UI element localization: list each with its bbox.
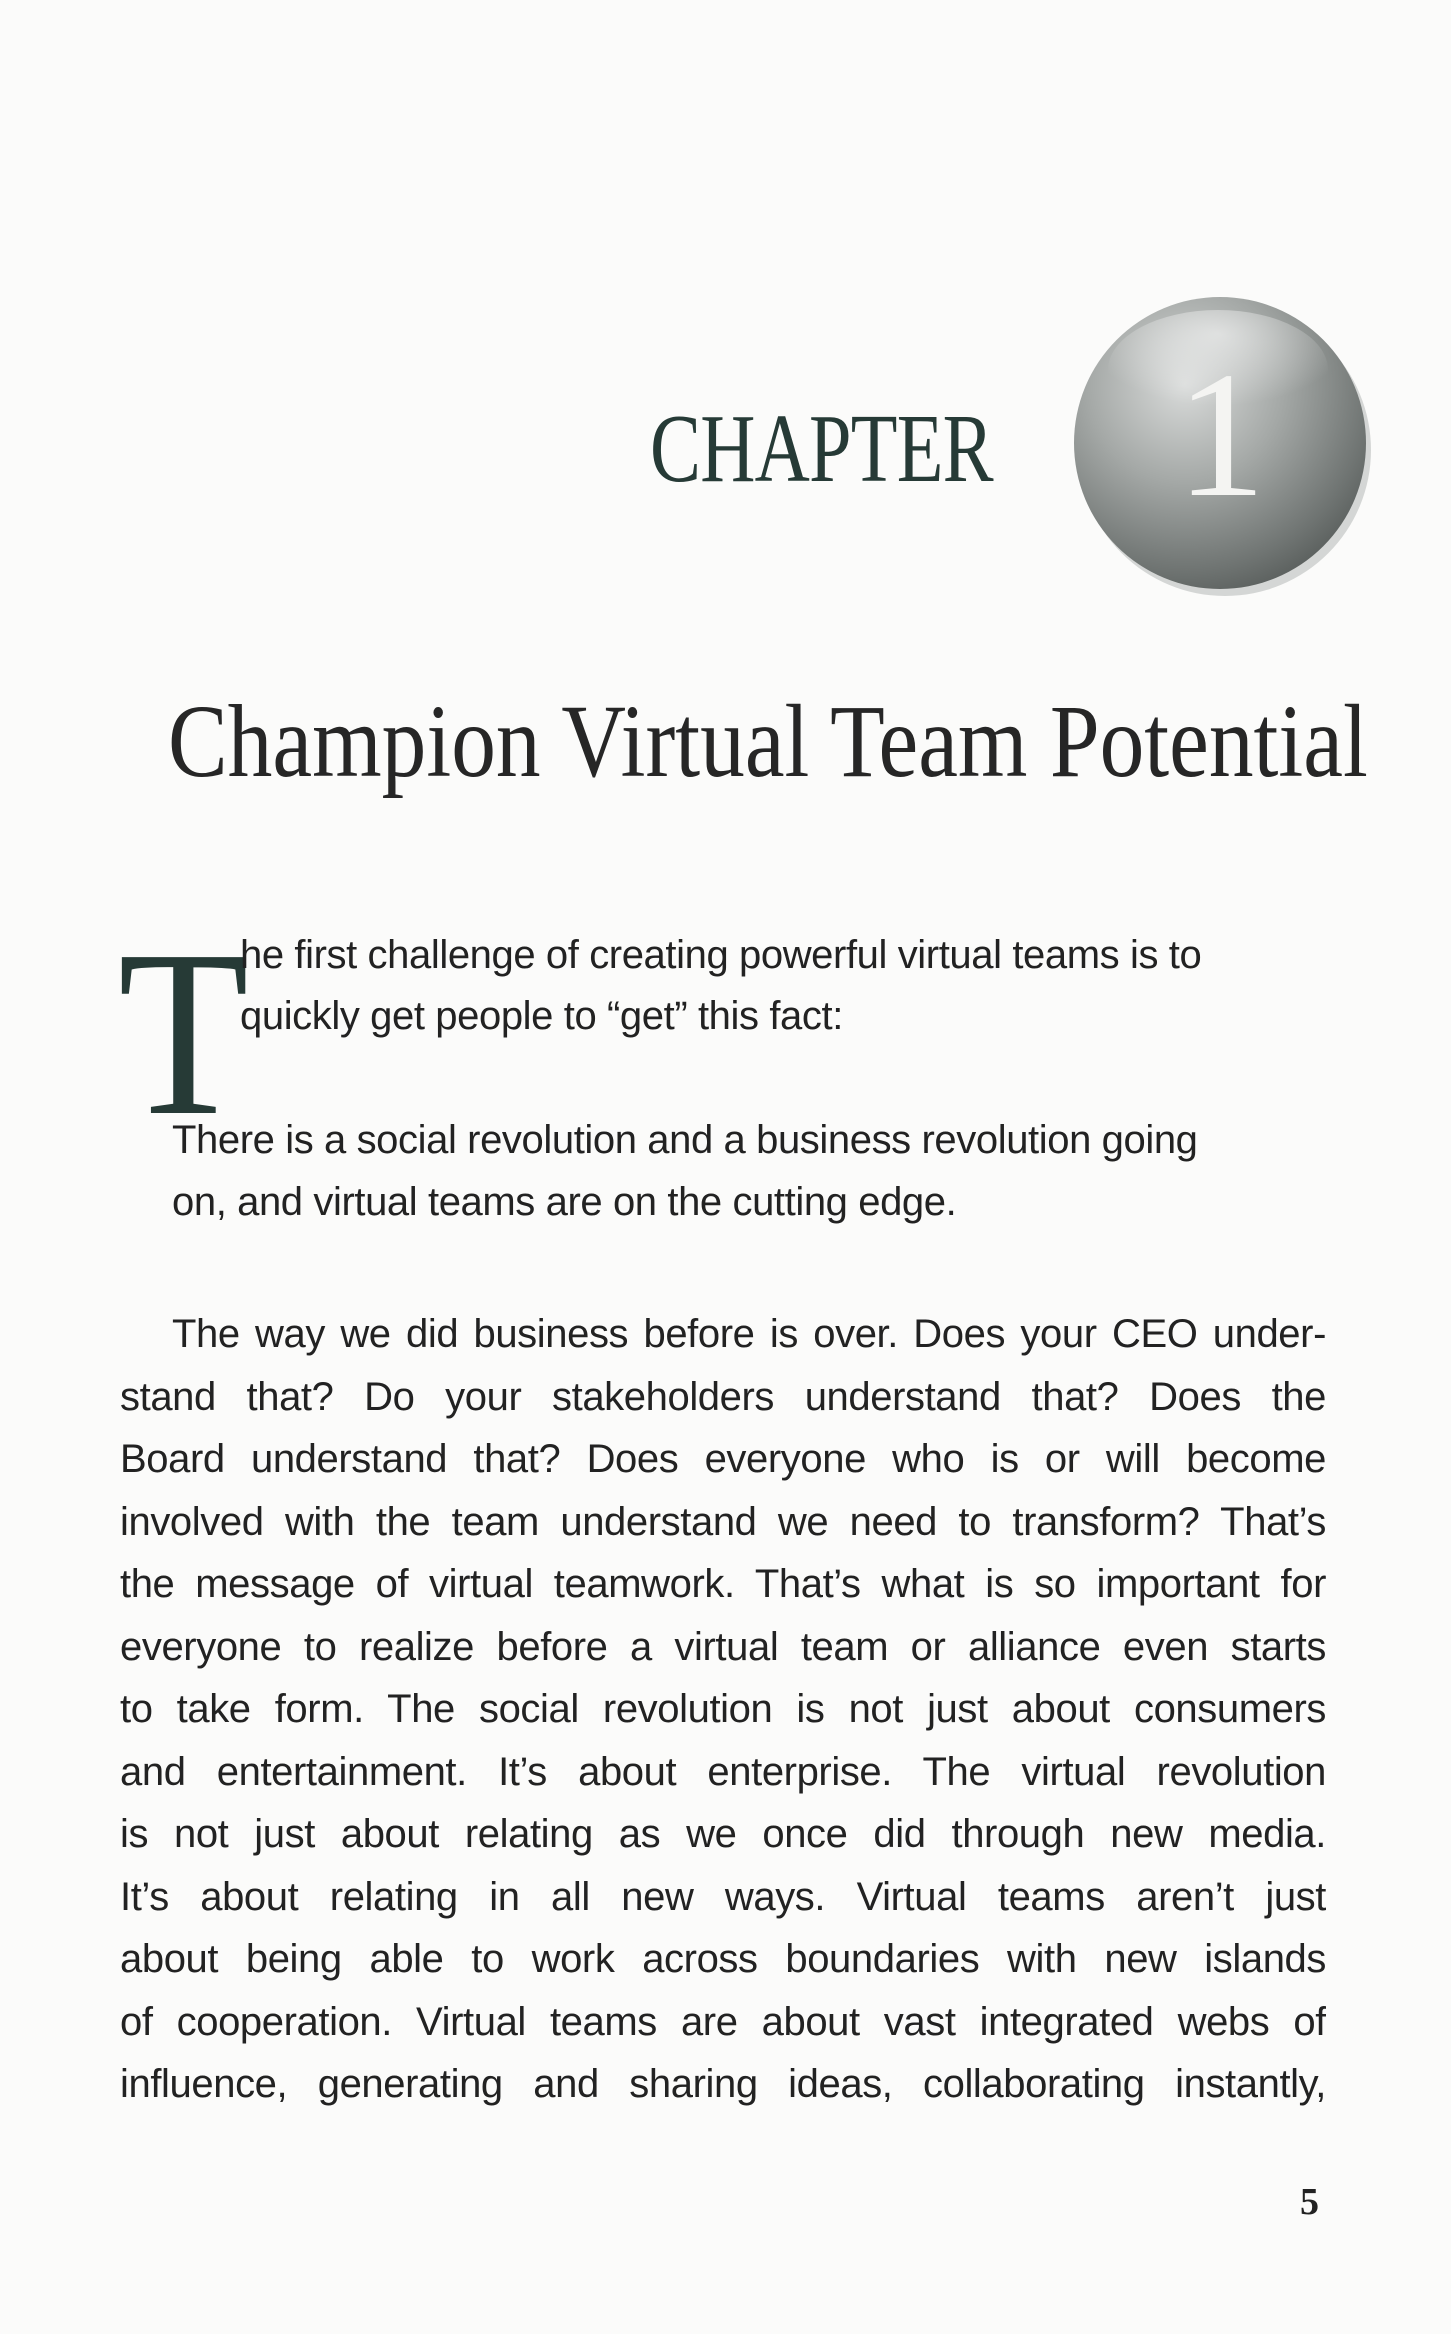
- intro-line: he first challenge of creating powerful virtual teams is to: [240, 933, 1202, 977]
- body-line: It’s about relating in all new ways. Virtual teams aren’t just: [120, 1874, 1326, 1919]
- chapter-number-badge: [1068, 290, 1374, 596]
- body-paragraph: [120, 1303, 1326, 2116]
- callout-line: on, and virtual teams are on the cutting edge.: [172, 1180, 957, 1224]
- body-line: Board understand that? Does everyone who is or will become: [120, 1437, 1326, 1481]
- chapter-label: CHAPTER: [650, 395, 993, 503]
- body-line: The way we did business before is over. Does your CEO under-: [172, 1312, 1326, 1356]
- drop-cap: T: [118, 902, 249, 1165]
- body-line: involved with the team understand we need to transform? That’s: [120, 1499, 1326, 1544]
- body-line: is not just about relating as we once did through new media.: [120, 1812, 1326, 1856]
- body-line: everyone to realize before a virtual team or alliance even starts: [120, 1624, 1326, 1669]
- body-line: of cooperation. Virtual teams are about vast integrated webs of: [120, 1999, 1326, 2044]
- chapter-number: 1: [1176, 335, 1266, 534]
- body-line: about being able to work across boundaries with new islands: [120, 1937, 1326, 1981]
- body-line: stand that? Do your stakeholders understand that? Does the: [120, 1374, 1326, 1419]
- page-number: 5: [1300, 2181, 1319, 2223]
- body-line: and entertainment. It’s about enterprise. The virtual revolution: [120, 1749, 1326, 1794]
- body-line: the message of virtual teamwork. That’s what is so important for: [120, 1562, 1326, 1606]
- body-line: to take form. The social revolution is not just about consumers: [120, 1687, 1326, 1731]
- chapter-title: Champion Virtual Team Potential: [168, 684, 1368, 799]
- intro-line: quickly get people to “get” this fact:: [240, 994, 843, 1038]
- body-line: influence, generating and sharing ideas, collaborating instantly,: [120, 2062, 1326, 2106]
- callout-line: There is a social revolution and a business revolution going: [172, 1118, 1198, 1162]
